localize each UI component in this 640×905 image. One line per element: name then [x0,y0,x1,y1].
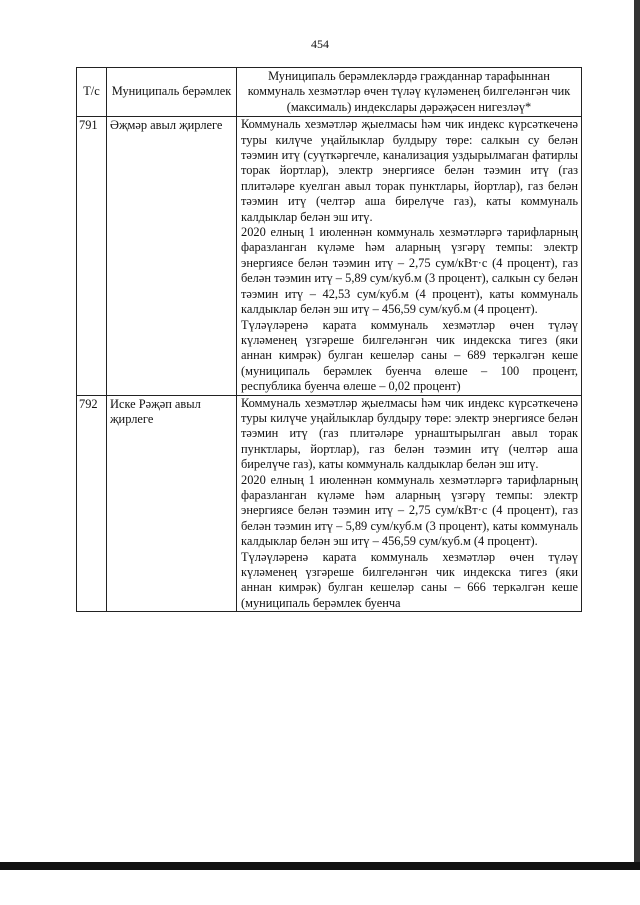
scan-edge [634,0,640,870]
header-municipality: Муниципаль берәмлек [107,68,237,117]
row-paragraph: Коммуналь хезмәтләр җыелмасы һәм чик индекс күрсәткеченә туры килүче уңайлыклар булдыру төре: электр энергиясе белән тәэмин итү (газ плитәләре урнаштырылган авыл торак пунктлары, йортлар), газ белән тәэмин итү (челтәр аша бирелүче газ), каты коммуналь калдыклар белән эш итү. [241,395,578,472]
header-no: Т/с [77,68,107,117]
table-header-row [77,68,582,117]
row-number: 791 [77,117,107,395]
row-paragraph: 2020 елның 1 июленнән коммуналь хезмәтләргә тарифларның фаразланган күләме һәм аларның үзгәрү темпы: электр энергиясе белән тәэмин итү – 2,75 сум/кВт·с (4 процент), газ белән тәэмин итү – 5,89 сум/куб.м (3 процент), салкын су белән тәэмин итү – 42,53 сум/куб.м (4 процент), каты коммуналь калдыклар белән эш итү – 456,59 сум/куб.м (4 процент). [241,225,578,317]
row-paragraph: Коммуналь хезмәтләр җыелмасы һәм чик индекс күрсәткеченә туры килүче уңайлыклар булдыру төре: салкын су белән тәэмин итү (суүткәргечле, канализация уздырылмаган фатирлы торак йортлар), электр энергиясе белән тәэмин итү (газ плитәләре куелган авыл торак пунктлары, йортлар), газ белән тәэмин итү (челтәр аша бирелүче газ), каты коммуналь калдыклар белән эш итү. [241,117,578,224]
row-paragraph: 2020 елның 1 июленнән коммуналь хезмәтләргә тарифларның фаразланган күләме һәм аларның үзгәрү темпы: электр энергиясе белән тәэмин итү – 2,75 сум/кВт·с (4 процент), газ белән тәэмин итү – 5,89 сум/куб.м (3 процент), каты коммуналь калдыклар белән эш итү – 456,59 сум/куб.м (4 процент). [241,472,578,549]
scan-bottom-bar [0,862,640,870]
row-description [237,117,582,395]
table-row [77,117,582,395]
header-description: Муниципаль берәмлекләрдә гражданнар тарафыннан коммуналь хезмәтләр өчен түләү күләменең билгеләнгән чик (максималь) индекслары дәрәҗәсен нигезләү* [237,68,582,117]
row-description [237,395,582,612]
row-municipality: Иске Рәҗәп авыл җирлеге [107,395,237,612]
row-number: 792 [77,395,107,612]
page-number: 454 [311,37,329,51]
table-row [77,395,582,612]
row-paragraph: Түләүләренә карата коммуналь хезмәтләр өчен түләү күләменең үзгәреше билгеләнгән чик индекска тигез (яки аннан кимрәк) булган кешеләр саны – 689 теркәлгән кеше (муниципаль берәмлек буенча өлеше – 100 процент, республика буенча өлеше – 0,02 процент) [241,317,578,394]
tariff-table [76,67,582,612]
row-paragraph: Түләүләренә карата коммуналь хезмәтләр өчен түләү күләменең үзгәреше билгеләнгән чик индекска тигез (яки аннан кимрәк) булган кешеләр саны – 666 теркәлгән кеше (муниципаль берәмлек буенча [241,549,578,610]
row-municipality: Әҗмәр авыл җирлеге [107,117,237,395]
